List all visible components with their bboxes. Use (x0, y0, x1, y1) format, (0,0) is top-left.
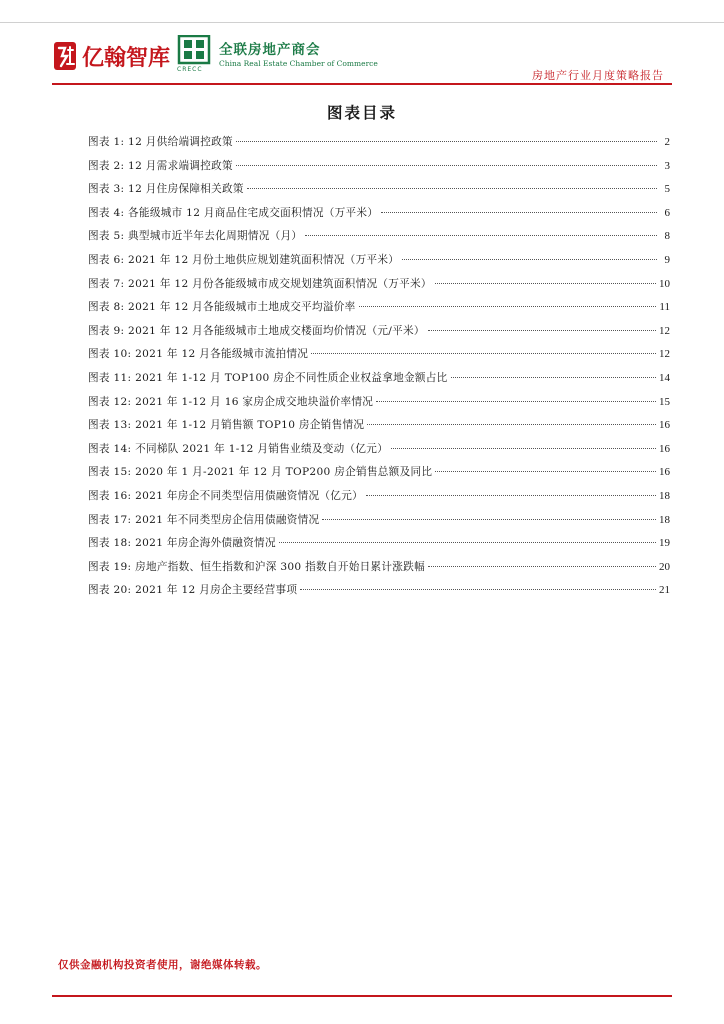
crecc-name-en: China Real Estate Chamber of Commerce (219, 59, 378, 68)
toc-entry-page[interactable]: 14 (659, 371, 670, 384)
toc-entry[interactable] (88, 417, 670, 441)
toc-entry-label[interactable]: 图表 20: 2021 年 12 月房企主要经营事项 (88, 584, 298, 597)
toc-entry-page[interactable]: 19 (659, 537, 670, 550)
toc-title: 图表目录 (326, 103, 397, 122)
toc-entry[interactable] (88, 158, 670, 182)
toc-dot-leader (451, 376, 656, 378)
toc-entry-page[interactable]: 16 (659, 466, 670, 479)
header-divider (52, 83, 672, 85)
toc-entry[interactable] (88, 205, 670, 229)
toc-entry[interactable] (88, 228, 670, 252)
toc-dot-leader (381, 211, 657, 213)
crecc-name-cn: 全联房地产商会 (219, 42, 321, 58)
toc-dot-leader (391, 447, 656, 449)
toc-dot-leader (236, 140, 657, 142)
toc-entry[interactable] (88, 488, 670, 512)
ehconsulting-logo-icon (52, 38, 80, 74)
crecc-logo (177, 35, 378, 77)
toc-entry-label[interactable]: 图表 15: 2020 年 1 月-2021 年 12 月 TOP200 房企销售总额及同比 (88, 466, 433, 479)
toc-list (88, 134, 670, 606)
toc-entry-label[interactable]: 图表 3: 12 月住房保障相关政策 (88, 183, 244, 196)
toc-entry-page[interactable]: 3 (664, 159, 670, 172)
toc-dot-leader (366, 494, 656, 496)
toc-dot-leader (435, 282, 656, 284)
toc-dot-leader (367, 423, 656, 425)
toc-entry[interactable] (88, 559, 670, 583)
toc-entry-page[interactable]: 6 (664, 206, 670, 219)
toc-entry[interactable] (88, 370, 670, 394)
toc-entry-label[interactable]: 图表 4: 各能级城市 12 月商品住宅成交面积情况（万平米） (88, 206, 379, 219)
toc-entry-page[interactable]: 16 (659, 442, 670, 455)
toc-entry[interactable] (88, 276, 670, 300)
toc-dot-leader (376, 400, 656, 402)
toc-entry-label[interactable]: 图表 13: 2021 年 1-12 月销售额 TOP10 房企销售情况 (88, 419, 365, 432)
toc-entry[interactable] (88, 394, 670, 418)
toc-entry-label[interactable]: 图表 2: 12 月需求端调控政策 (88, 159, 233, 172)
toc-entry[interactable] (88, 346, 670, 370)
toc-entry-page[interactable]: 20 (659, 560, 670, 573)
toc-entry-label[interactable]: 图表 19: 房地产指数、恒生指数和沪深 300 指数自开始日累计涨跌幅 (88, 560, 425, 573)
toc-dot-leader (311, 352, 656, 354)
toc-entry-page[interactable]: 5 (664, 183, 670, 196)
toc-entry-label[interactable]: 图表 14: 不同梯队 2021 年 1-12 月销售业绩及变动（亿元） (88, 442, 389, 455)
crecc-abbr: CRECC (177, 66, 203, 73)
toc-entry-label[interactable]: 图表 16: 2021 年房企不同类型信用债融资情况（亿元） (88, 489, 363, 502)
toc-entry[interactable] (88, 535, 670, 559)
toc-entry-page[interactable]: 12 (659, 324, 670, 337)
toc-entry-label[interactable]: 图表 12: 2021 年 1-12 月 16 家房企成交地块溢价率情况 (88, 395, 374, 408)
toc-entry-page[interactable]: 12 (659, 348, 670, 361)
crecc-logo-icon (177, 35, 211, 65)
toc-entry[interactable] (88, 252, 670, 276)
page-top-rule (0, 22, 724, 23)
toc-entry[interactable] (88, 134, 670, 158)
toc-entry[interactable] (88, 181, 670, 205)
toc-entry[interactable] (88, 323, 670, 347)
toc-dot-leader (428, 565, 656, 567)
toc-entry[interactable] (88, 299, 670, 323)
report-type-label: 房地产行业月度策略报告 (532, 69, 664, 82)
toc-entry-label[interactable]: 图表 10: 2021 年 12 月各能级城市流拍情况 (88, 348, 309, 361)
toc-entry-page[interactable]: 9 (664, 253, 670, 266)
toc-entry-page[interactable]: 11 (659, 301, 670, 314)
ehconsulting-logo-text: 亿翰智库 (82, 46, 171, 71)
toc-dot-leader (322, 518, 656, 520)
toc-dot-leader (402, 258, 657, 260)
toc-entry-label[interactable]: 图表 8: 2021 年 12 月各能级城市土地成交平均溢价率 (88, 301, 356, 314)
toc-entry[interactable] (88, 582, 670, 606)
toc-entry-label[interactable]: 图表 5: 典型城市近半年去化周期情况（月） (88, 230, 303, 243)
toc-entry-page[interactable]: 2 (664, 136, 670, 148)
toc-entry[interactable] (88, 441, 670, 465)
toc-entry-page[interactable]: 16 (659, 419, 670, 432)
footer-divider (52, 995, 672, 997)
toc-entry-label[interactable]: 图表 6: 2021 年 12 月份土地供应规划建筑面积情况（万平米） (88, 253, 400, 266)
toc-entry-page[interactable]: 18 (659, 489, 670, 502)
toc-dot-leader (279, 541, 656, 543)
toc-entry-label[interactable]: 图表 17: 2021 年不同类型房企信用债融资情况 (88, 513, 320, 526)
toc-entry-page[interactable]: 15 (659, 395, 670, 408)
toc-dot-leader (236, 164, 657, 166)
toc-entry-label[interactable]: 图表 7: 2021 年 12 月份各能级城市成交规划建筑面积情况（万平米） (88, 277, 432, 290)
disclaimer-note: 仅供金融机构投资者使用，谢绝媒体转载。 (58, 959, 267, 971)
toc-dot-leader (435, 470, 656, 472)
toc-entry-page[interactable]: 10 (659, 277, 670, 290)
toc-entry-page[interactable]: 18 (659, 513, 670, 526)
toc-dot-leader (359, 305, 657, 307)
toc-dot-leader (305, 234, 657, 236)
ehconsulting-logo (52, 38, 177, 74)
toc-entry-label[interactable]: 图表 9: 2021 年 12 月各能级城市土地成交楼面均价情况（元/平米） (88, 324, 425, 337)
toc-dot-leader (247, 187, 657, 189)
toc-entry-page[interactable]: 8 (664, 230, 670, 243)
toc-entry[interactable] (88, 464, 670, 488)
toc-entry-label[interactable]: 图表 11: 2021 年 1-12 月 TOP100 房企不同性质企业权益拿地金额占比 (88, 371, 448, 384)
toc-entry-label[interactable]: 图表 1: 12 月供给端调控政策 (88, 136, 233, 148)
toc-entry-page[interactable]: 21 (659, 584, 670, 597)
toc-entry-label[interactable]: 图表 18: 2021 年房企海外债融资情况 (88, 537, 276, 550)
toc-entry[interactable] (88, 512, 670, 536)
page-header (0, 30, 724, 86)
toc-dot-leader (428, 329, 656, 331)
toc-dot-leader (300, 588, 656, 590)
